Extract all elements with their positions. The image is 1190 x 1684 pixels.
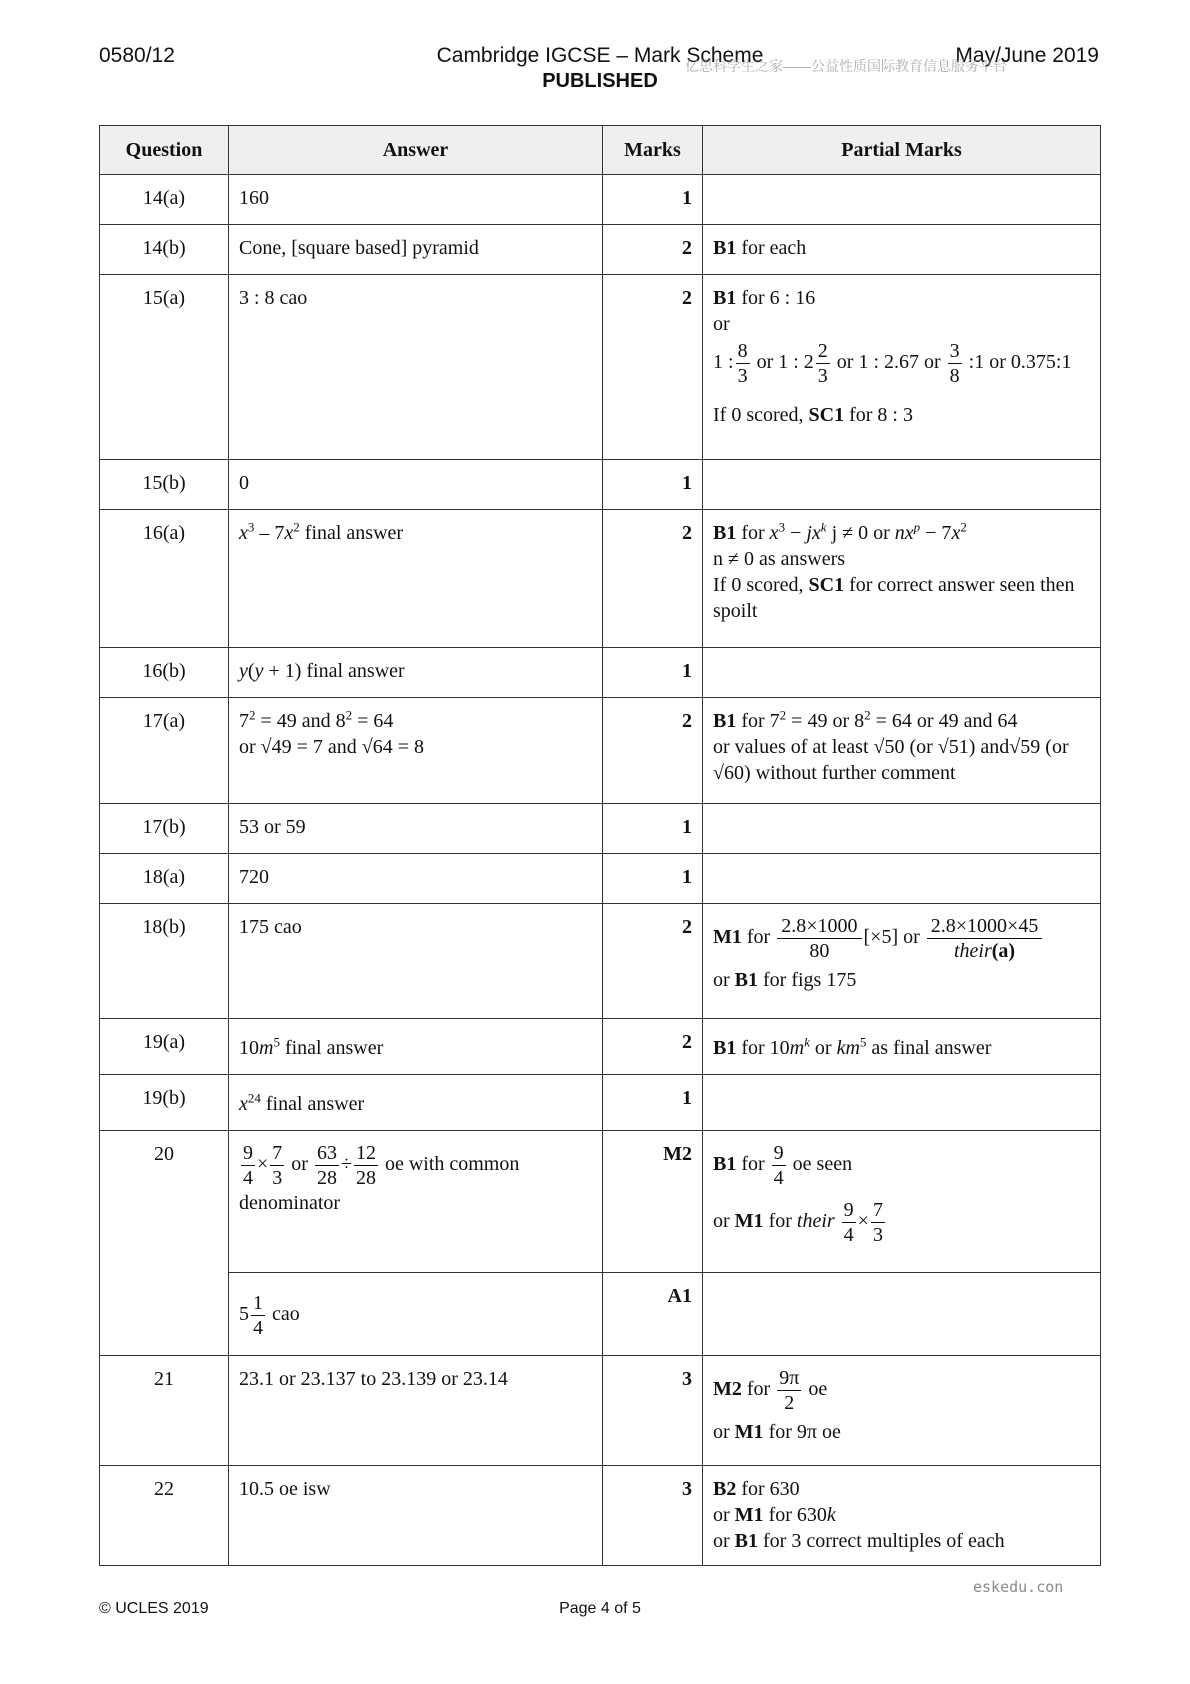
table-row (100, 904, 1101, 1019)
question-cell: 16(a) (100, 510, 229, 648)
table-row (100, 275, 1101, 460)
partial-marks-cell (703, 225, 1101, 275)
paper-code: 0580/12 (99, 44, 175, 67)
question-cell: 18(a) (100, 854, 229, 904)
partial-text: for 6 : 16 (736, 287, 816, 309)
column-header-answer: Answer (229, 126, 603, 175)
mark-code: SC1 (808, 574, 845, 596)
fraction: $\frac{7}{3}$ (872, 1199, 883, 1246)
answer-cell: 23.1 or 23.137 to 23.139 or 23.14 (229, 1356, 603, 1466)
mark-code: B1 (713, 1037, 737, 1059)
partial-text: for each (736, 237, 807, 259)
answer-cell: 0 (229, 460, 603, 510)
page-number: Page 4 of 5 (559, 1600, 641, 1617)
mark-code: M1 (734, 1504, 764, 1526)
answer-cell: y(y + 1) final answer (229, 648, 603, 698)
mark-code: B1 (713, 522, 737, 544)
partial-text: n ≠ 0 as answers (713, 548, 846, 570)
table-row (100, 1466, 1101, 1566)
table-row (100, 698, 1101, 804)
mark-code: B1 (734, 1530, 759, 1552)
table-row (100, 1131, 1101, 1273)
partial-marks-cell: M2 for $\frac{9\pi}{2}$ oe or M1 for 9π oe (703, 1356, 1101, 1466)
marks-cell: 2 (603, 698, 703, 804)
table-row (100, 854, 1101, 904)
mark-code: M1 (734, 1210, 764, 1233)
fraction: $\frac{63}{28}$ (316, 1142, 337, 1189)
copyright: © UCLES 2019 (99, 1600, 209, 1617)
partial-text: or 1 : 2 (751, 351, 814, 374)
fraction: $\frac{2.8\times 1000}{80}$ (777, 914, 861, 963)
mark-code: B1 (713, 237, 737, 259)
answer-cell: 53 or 59 (229, 804, 603, 854)
answer-cell: $7^2 = 49$ and $8^2 = 64$ or √49 = 7 and √64 = 8 (229, 698, 603, 804)
fraction: $\frac{3}{8}$ (949, 340, 960, 387)
question-cell: 17(b) (100, 804, 229, 854)
mark-code: B1 (713, 1153, 737, 1176)
question-cell: 16(b) (100, 648, 229, 698)
partial-marks-cell: B2 for 630 or M1 for 630k or B1 for 3 correct multiples of each (703, 1466, 1101, 1566)
fraction: $\frac{2}{3}$ (817, 340, 828, 387)
table-row (100, 1356, 1101, 1466)
site-watermark: eskedu.con (973, 1578, 1064, 1596)
fraction: $\frac{7}{3}$ (272, 1142, 283, 1189)
partial-marks-cell (703, 175, 1101, 225)
answer-cell: 5 $\frac{1}{4}$ cao (229, 1273, 603, 1356)
table-row (100, 510, 1101, 648)
mark-code: M1 (713, 926, 742, 949)
question-cell: 19(b) (100, 1075, 229, 1131)
mark-code: B2 (713, 1478, 737, 1500)
fraction: $\frac{9}{4}$ (243, 1142, 253, 1189)
partial-text: 1 : (713, 351, 734, 374)
partial-text: or 1 : 2.67 or (831, 351, 946, 374)
table-row (100, 225, 1101, 275)
partial-marks-cell (703, 1075, 1101, 1131)
partial-marks-cell (703, 1273, 1101, 1356)
partial-text: :1 or 0.375:1 (963, 351, 1072, 374)
marks-cell: 1 (603, 175, 703, 225)
question-cell: 17(a) (100, 698, 229, 804)
partial-marks-cell: B1 for $x^3 - jx^k$ j ≠ 0 or $nx^p - 7x^2$ n ≠ 0 as answers If 0 scored, SC1 for correct answer seen then spoilt (703, 510, 1101, 648)
answer-cell: $x^3 - 7x^2$ final answer (229, 510, 603, 648)
watermark-text: 亿思科学生之家——公益性质国际教育信息服务平台 (685, 58, 1007, 74)
partial-text: or values of at least √50 (or √51) and√59 (or √60) without further comment (713, 736, 1069, 784)
table-row (100, 460, 1101, 510)
question-cell: 14(b) (100, 225, 229, 275)
document-title: Cambridge IGCSE – Mark Scheme (436, 44, 764, 67)
partial-marks-cell: B1 for $7^2 = 49$ or $8^2 = 64$ or 49 and 64 or values of at least √50 (or √51) and√59 (or √60) without further comment (703, 698, 1101, 804)
table-row (100, 1075, 1101, 1131)
partial-marks-cell (703, 804, 1101, 854)
marks-cell: 2 (603, 275, 703, 460)
partial-text: or (713, 313, 730, 335)
marks-cell: M2 (603, 1131, 703, 1273)
answer-cell: 10.5 oe isw (229, 1466, 603, 1566)
fraction: $\frac{8}{3}$ (737, 340, 748, 387)
partial-marks-cell: B1 for $10m^k$ or $km^5$ as final answer (703, 1019, 1101, 1075)
table-row (100, 804, 1101, 854)
marks-cell: 2 (603, 1019, 703, 1075)
answer-cell: 175 cao (229, 904, 603, 1019)
fraction: $\frac{12}{28}$ (355, 1142, 376, 1189)
marks-cell: 1 (603, 854, 703, 904)
marks-cell: 1 (603, 1075, 703, 1131)
partial-text: If 0 scored, (713, 404, 809, 426)
answer-cell: 160 (229, 175, 603, 225)
question-cell: 19(a) (100, 1019, 229, 1075)
answer-cell: 720 (229, 854, 603, 904)
fraction: $\frac{1}{4}$ (253, 1292, 263, 1339)
marks-cell: A1 (603, 1273, 703, 1356)
question-cell: 21 (100, 1356, 229, 1466)
partial-marks-cell (703, 854, 1101, 904)
partial-marks-cell: M1 for $\frac{2.8\times 1000}{80}$ [×5] or 2.8×1000×45 their(a) or B1 for figs 175 (703, 904, 1101, 1019)
answer-cell: $\frac{9}{4}$ × $\frac{7}{3}$ or $\frac{63}{28}$ ÷ $\frac{12}{28}$ oe with common denominator (229, 1131, 603, 1273)
question-cell: 20 (100, 1131, 229, 1356)
table-row (100, 1019, 1101, 1075)
marks-cell: 1 (603, 804, 703, 854)
table-row (100, 1273, 1101, 1356)
mark-scheme-table (99, 125, 1101, 1566)
answer-cell: $10m^5$ final answer (229, 1019, 603, 1075)
question-cell: 22 (100, 1466, 229, 1566)
mark-code: SC1 (808, 404, 845, 426)
fraction: 2.8×1000×45 their(a) (927, 914, 1043, 963)
question-cell: 15(a) (100, 275, 229, 460)
marks-cell: 1 (603, 460, 703, 510)
marks-cell: 1 (603, 648, 703, 698)
mark-code: M1 (734, 1421, 764, 1443)
column-header-question: Question (100, 126, 229, 175)
question-cell: 15(b) (100, 460, 229, 510)
exam-session: May/June 2019 (955, 44, 1099, 67)
answer-cell: Cone, [square based] pyramid (229, 225, 603, 275)
partial-marks-cell (703, 460, 1101, 510)
partial-text: for 8 : 3 (844, 404, 913, 426)
column-header-partial-marks: Partial Marks (703, 126, 1101, 175)
mark-code: B1 (734, 969, 759, 991)
partial-marks-cell (703, 648, 1101, 698)
marks-cell: 2 (603, 904, 703, 1019)
mark-code: M2 (713, 1378, 742, 1401)
table-row (100, 648, 1101, 698)
partial-marks-cell: B1 for $\frac{9}{4}$ oe seen or M1 for their $\frac{9}{4}$ × $\frac{7}{3}$ (703, 1131, 1101, 1273)
marks-cell: 2 (603, 510, 703, 648)
question-cell: 18(b) (100, 904, 229, 1019)
question-cell: 14(a) (100, 175, 229, 225)
table-header-row (100, 126, 1101, 175)
answer-cell: $x^{24}$ final answer (229, 1075, 603, 1131)
column-header-marks: Marks (603, 126, 703, 175)
marks-cell: 3 (603, 1466, 703, 1566)
fraction: $\frac{9}{4}$ (773, 1142, 784, 1189)
partial-marks-cell (703, 275, 1101, 460)
fraction: $\frac{9}{4}$ (843, 1199, 854, 1246)
mark-code: B1 (713, 710, 737, 732)
table-row (100, 175, 1101, 225)
marks-cell: 2 (603, 225, 703, 275)
mark-code: B1 (713, 287, 737, 309)
answer-cell: 3 : 8 cao (229, 275, 603, 460)
published-label: PUBLISHED (542, 70, 658, 92)
fraction: $\frac{9\pi}{2}$ (779, 1367, 800, 1414)
marks-cell: 3 (603, 1356, 703, 1466)
